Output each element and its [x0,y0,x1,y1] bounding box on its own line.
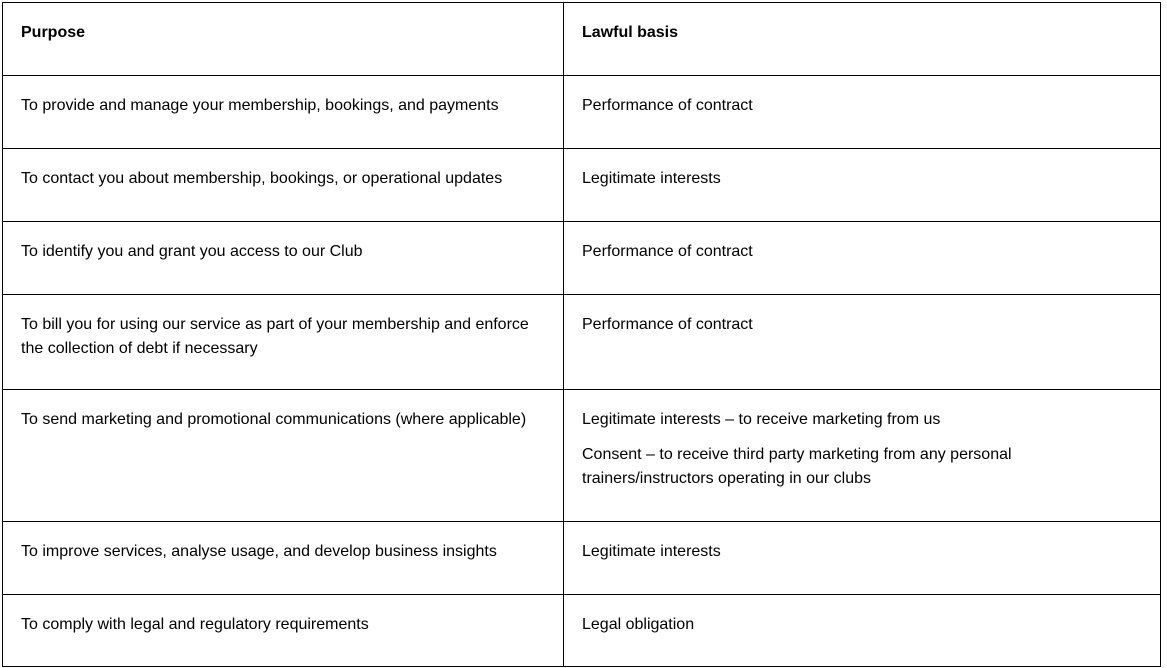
lawful-basis-cell [564,149,1161,222]
lawful-basis-cell [564,222,1161,295]
lawful-basis-text: Performance of contract [582,243,753,260]
header-lawful-basis: Lawful basis [564,3,1161,76]
lawful-basis-text: Legal obligation [582,616,695,633]
purpose-cell: To send marketing and promotional communications (where applicable) [3,390,564,522]
table-row [3,222,1161,295]
lawful-basis-text: Legitimate interests [582,543,721,560]
purpose-cell: To comply with legal and regulatory requirements [3,595,564,667]
lawful-basis-text: Performance of contract [582,316,753,333]
lawful-basis-cell [564,295,1161,390]
table-row [3,149,1161,222]
lawful-basis-text: Consent – to receive third party marketing from any personal trainers/instructors operating in our clubs [582,446,1012,487]
table-row [3,522,1161,595]
lawful-basis-text: Legitimate interests – to receive marketing from us [582,411,941,428]
lawful-basis-table [2,2,1161,667]
table-row [3,76,1161,149]
purpose-cell: To contact you about membership, bookings, or operational updates [3,149,564,222]
header-purpose: Purpose [3,3,564,76]
table-row [3,390,1161,522]
lawful-basis-cell [564,595,1161,667]
table-row [3,295,1161,390]
table-row [3,595,1161,667]
table-header-row [3,3,1161,76]
lawful-basis-cell [564,522,1161,595]
purpose-cell: To provide and manage your membership, bookings, and payments [3,76,564,149]
lawful-basis-cell [564,76,1161,149]
lawful-basis-cell [564,390,1161,522]
purpose-cell: To improve services, analyse usage, and develop business insights [3,522,564,595]
purpose-cell: To identify you and grant you access to our Club [3,222,564,295]
purpose-cell: To bill you for using our service as part of your membership and enforce the collection of debt if necessary [3,295,564,390]
lawful-basis-text: Legitimate interests [582,170,721,187]
lawful-basis-text: Performance of contract [582,97,753,114]
